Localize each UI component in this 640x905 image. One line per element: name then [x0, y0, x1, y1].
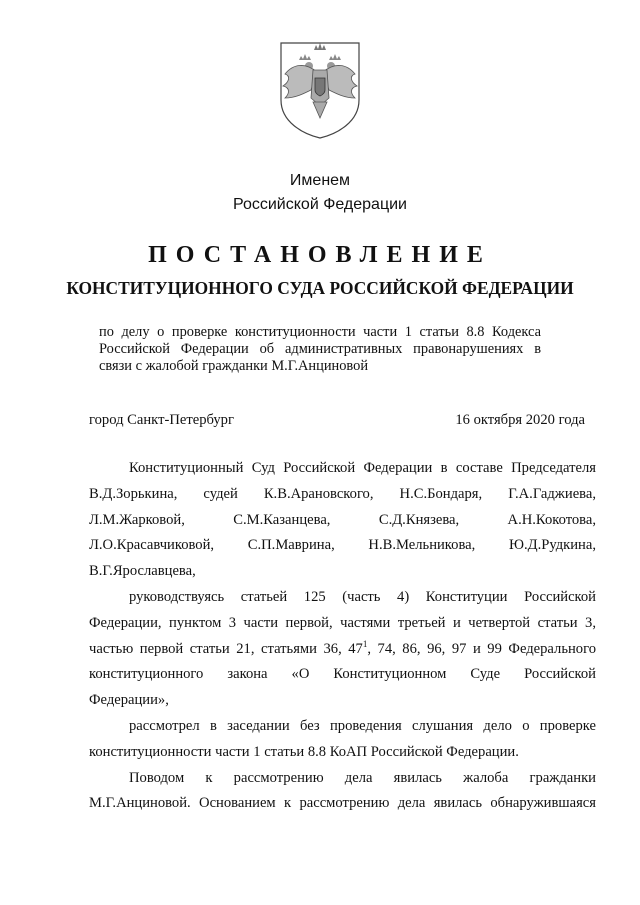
case-description: [99, 324, 541, 374]
document-title: ПОСТАНОВЛЕНИЕ: [148, 242, 492, 268]
body-line: Федерации, пунктом 3 части первой, частями третьей и четвертой статьи 3,: [89, 614, 596, 631]
body-text: , 74, 86, 96, 97 и 99 Федерального: [367, 640, 596, 657]
document-subtitle: КОНСТИТУЦИОННОГО СУДА РОССИЙСКОЙ ФЕДЕРАЦИИ: [66, 278, 574, 298]
body-line: конституционности части 1 статьи 8.8 КоАП Российской Федерации.: [89, 743, 519, 760]
case-line: связи с жалобой гражданки М.Г.Анциновой: [99, 357, 369, 374]
body-line: Л.М.Жарковой, С.М.Казанцева, С.Д.Князева, А.Н.Кокотова,: [89, 511, 596, 528]
body-line: Федерации»,: [89, 692, 169, 709]
body-text: частью первой статьи 21, статьями 36, 47: [89, 640, 363, 657]
superscript: 1: [362, 638, 368, 649]
document-body: [89, 460, 596, 821]
body-line: Конституционный Суд Российской Федерации в составе Председателя: [129, 460, 596, 476]
case-line: по делу о проверке конституционности части 1 статьи 8.8 Кодекса: [99, 324, 541, 340]
body-line: М.Г.Анциновой. Основанием к рассмотрению дела явилась обнаружившаяся: [89, 795, 596, 812]
city: город Санкт-Петербург: [89, 412, 234, 428]
body-line: Л.О.Красавчиковой, С.П.Маврина, Н.В.Мельникова, Ю.Д.Рудкина,: [89, 537, 596, 554]
body-line: В.Г.Ярославцева,: [89, 563, 196, 580]
body-line: руководствуясь статьей 125 (часть 4) Конституции Российской: [129, 588, 596, 605]
coat-of-arms-icon: [277, 40, 363, 140]
header-line-1: Именем: [289, 172, 351, 189]
body-line: В.Д.Зорькина, судей К.В.Арановского, Н.С.Бондаря, Г.А.Гаджиева,: [89, 485, 596, 502]
body-line: конституционного закона «О Конституционном Суде Российской: [89, 666, 596, 683]
date: 16 октября 2020 года: [455, 412, 585, 428]
body-line: рассмотрел в заседании без проведения слушания дело о проверке: [129, 717, 596, 734]
header-line-2: Российской Федерации: [233, 196, 407, 213]
body-line: Поводом к рассмотрению дела явилась жалоба гражданки: [129, 769, 596, 786]
case-line: Российской Федерации об административных правонарушениях в: [99, 340, 541, 357]
body-line-with-superscript: [89, 638, 596, 667]
